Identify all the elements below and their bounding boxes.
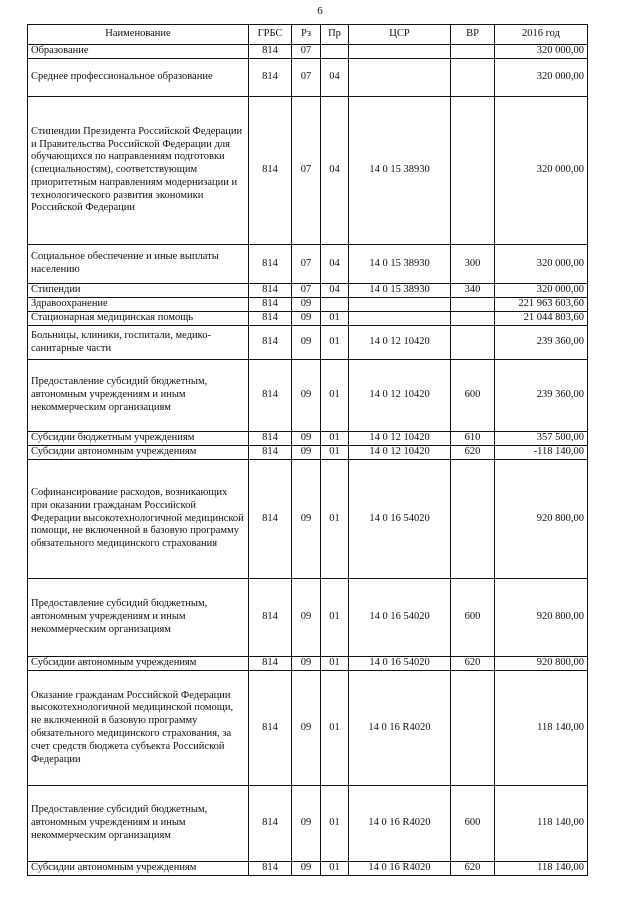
row-rz: 09 (292, 312, 321, 326)
table-row (28, 97, 588, 245)
table-row (28, 360, 588, 432)
row-rz: 09 (292, 326, 321, 360)
row-vr (451, 97, 495, 245)
row-pr: 01 (321, 360, 349, 432)
row-csr (349, 59, 451, 97)
row-grbs: 814 (249, 312, 292, 326)
page-number: 6 (317, 5, 323, 17)
row-vr: 340 (451, 284, 495, 298)
row-vr (451, 326, 495, 360)
header-vr: ВР (451, 25, 495, 45)
row-vr (451, 59, 495, 97)
row-rz: 09 (292, 657, 321, 671)
row-csr: 14 0 16 R4020 (349, 671, 451, 786)
row-amount: 221 963 603,60 (495, 298, 588, 312)
row-grbs: 814 (249, 245, 292, 284)
row-pr: 01 (321, 312, 349, 326)
row-pr: 04 (321, 97, 349, 245)
row-amount: 320 000,00 (495, 284, 588, 298)
row-grbs: 814 (249, 460, 292, 579)
row-name: Больницы, клиники, госпитали, медико-санитарные части (28, 326, 249, 360)
table-row (28, 312, 588, 326)
row-grbs: 814 (249, 432, 292, 446)
row-grbs: 814 (249, 786, 292, 862)
row-name: Стипендии (28, 284, 249, 298)
row-vr: 620 (451, 862, 495, 876)
row-rz: 07 (292, 245, 321, 284)
row-rz: 09 (292, 360, 321, 432)
row-csr: 14 0 16 54020 (349, 460, 451, 579)
row-name: Среднее профессиональное образование (28, 59, 249, 97)
row-csr: 14 0 15 38930 (349, 284, 451, 298)
row-amount: 118 140,00 (495, 671, 588, 786)
row-vr: 610 (451, 432, 495, 446)
row-csr: 14 0 12 10420 (349, 326, 451, 360)
row-csr: 14 0 16 R4020 (349, 862, 451, 876)
row-grbs: 814 (249, 97, 292, 245)
row-rz: 09 (292, 862, 321, 876)
row-vr: 300 (451, 245, 495, 284)
row-pr: 01 (321, 786, 349, 862)
row-vr (451, 312, 495, 326)
row-csr: 14 0 16 R4020 (349, 786, 451, 862)
row-grbs: 814 (249, 579, 292, 657)
row-name: Субсидии бюджетным учреждениям (28, 432, 249, 446)
row-vr (451, 671, 495, 786)
row-vr (451, 45, 495, 59)
row-grbs: 814 (249, 45, 292, 59)
row-amount: 118 140,00 (495, 862, 588, 876)
row-name: Предоставление субсидий бюджетным, автономным учреждениям и иным некоммерческим организациям (28, 579, 249, 657)
row-name: Стипендии Президента Российской Федерации и Правительства Российской Федерации для обучающихся по направлениям подготовки (специальностям), соответствующим приоритетным направлениям модернизации и технологического развития экономики Российской Федерации (28, 97, 249, 245)
table-row (28, 59, 588, 97)
table-row (28, 786, 588, 862)
row-csr (349, 312, 451, 326)
row-vr: 600 (451, 786, 495, 862)
row-amount: 239 360,00 (495, 326, 588, 360)
header-csr: ЦСР (349, 25, 451, 45)
row-grbs: 814 (249, 671, 292, 786)
row-amount: 920 800,00 (495, 460, 588, 579)
row-vr: 600 (451, 360, 495, 432)
row-amount: 118 140,00 (495, 786, 588, 862)
row-rz: 09 (292, 460, 321, 579)
row-grbs: 814 (249, 284, 292, 298)
row-grbs: 814 (249, 862, 292, 876)
row-pr (321, 298, 349, 312)
header-grbs: ГРБС (249, 25, 292, 45)
row-rz: 09 (292, 432, 321, 446)
row-csr: 14 0 15 38930 (349, 97, 451, 245)
row-vr (451, 460, 495, 579)
table-row (28, 657, 588, 671)
row-grbs: 814 (249, 657, 292, 671)
row-amount: -118 140,00 (495, 446, 588, 460)
row-amount: 320 000,00 (495, 97, 588, 245)
row-grbs: 814 (249, 59, 292, 97)
row-amount: 239 360,00 (495, 360, 588, 432)
row-grbs: 814 (249, 360, 292, 432)
header-name: Наименование (28, 25, 249, 45)
row-pr: 01 (321, 579, 349, 657)
row-pr: 01 (321, 432, 349, 446)
row-pr: 01 (321, 862, 349, 876)
row-rz: 09 (292, 786, 321, 862)
row-name: Социальное обеспечение и иные выплаты населению (28, 245, 249, 284)
row-pr: 01 (321, 671, 349, 786)
row-rz: 07 (292, 45, 321, 59)
row-amount: 320 000,00 (495, 59, 588, 97)
row-vr: 620 (451, 657, 495, 671)
table-row (28, 460, 588, 579)
row-grbs: 814 (249, 446, 292, 460)
row-csr (349, 298, 451, 312)
table-row (28, 671, 588, 786)
row-name: Субсидии автономным учреждениям (28, 446, 249, 460)
row-grbs: 814 (249, 326, 292, 360)
table-row (28, 579, 588, 657)
row-pr: 04 (321, 284, 349, 298)
row-csr: 14 0 12 10420 (349, 360, 451, 432)
row-pr: 01 (321, 326, 349, 360)
row-csr: 14 0 16 54020 (349, 657, 451, 671)
row-rz: 09 (292, 446, 321, 460)
table-row (28, 326, 588, 360)
row-rz: 09 (292, 671, 321, 786)
row-amount: 357 500,00 (495, 432, 588, 446)
row-csr: 14 0 12 10420 (349, 446, 451, 460)
row-name: Софинансирование расходов, возникающих при оказании гражданам Российской Федерации высокотехнологичной медицинской помощи, не включенной в базовую программу обязательного медицинского страхования (28, 460, 249, 579)
row-rz: 07 (292, 59, 321, 97)
row-amount: 320 000,00 (495, 45, 588, 59)
row-name: Субсидии автономным учреждениям (28, 862, 249, 876)
row-amount: 920 800,00 (495, 657, 588, 671)
row-vr: 620 (451, 446, 495, 460)
row-pr: 04 (321, 59, 349, 97)
row-amount: 320 000,00 (495, 245, 588, 284)
row-name: Образование (28, 45, 249, 59)
table-row (28, 284, 588, 298)
row-pr: 01 (321, 460, 349, 579)
row-name: Оказание гражданам Российской Федерации высокотехнологичной медицинской помощи, не включенной в базовую программу обязательного медицинского страхования, за счет средств бюджета субъекта Российской Федерации (28, 671, 249, 786)
row-pr: 04 (321, 245, 349, 284)
table-row (28, 862, 588, 876)
header-rz: Рз (292, 25, 321, 45)
table-row (28, 298, 588, 312)
table-row (28, 45, 588, 59)
row-name: Предоставление субсидий бюджетным, автономным учреждениям и иным некоммерческим организациям (28, 786, 249, 862)
row-pr: 01 (321, 446, 349, 460)
row-csr: 14 0 16 54020 (349, 579, 451, 657)
budget-table (27, 24, 588, 876)
row-csr: 14 0 12 10420 (349, 432, 451, 446)
header-pr: Пр (321, 25, 349, 45)
row-csr: 14 0 15 38930 (349, 245, 451, 284)
row-grbs: 814 (249, 298, 292, 312)
row-name: Субсидии автономным учреждениям (28, 657, 249, 671)
row-amount: 920 800,00 (495, 579, 588, 657)
row-rz: 07 (292, 284, 321, 298)
row-name: Предоставление субсидий бюджетным, автономным учреждениям и иным некоммерческим организациям (28, 360, 249, 432)
row-name: Здравоохранение (28, 298, 249, 312)
row-rz: 07 (292, 97, 321, 245)
row-pr: 01 (321, 657, 349, 671)
row-vr (451, 298, 495, 312)
table-row (28, 432, 588, 446)
row-pr (321, 45, 349, 59)
header-year: 2016 год (495, 25, 588, 45)
row-amount: 21 044 803,60 (495, 312, 588, 326)
row-csr (349, 45, 451, 59)
row-vr: 600 (451, 579, 495, 657)
table-row (28, 446, 588, 460)
row-rz: 09 (292, 579, 321, 657)
row-name: Стационарная медицинская помощь (28, 312, 249, 326)
row-rz: 09 (292, 298, 321, 312)
table-row (28, 245, 588, 284)
table-header-row (28, 25, 588, 45)
